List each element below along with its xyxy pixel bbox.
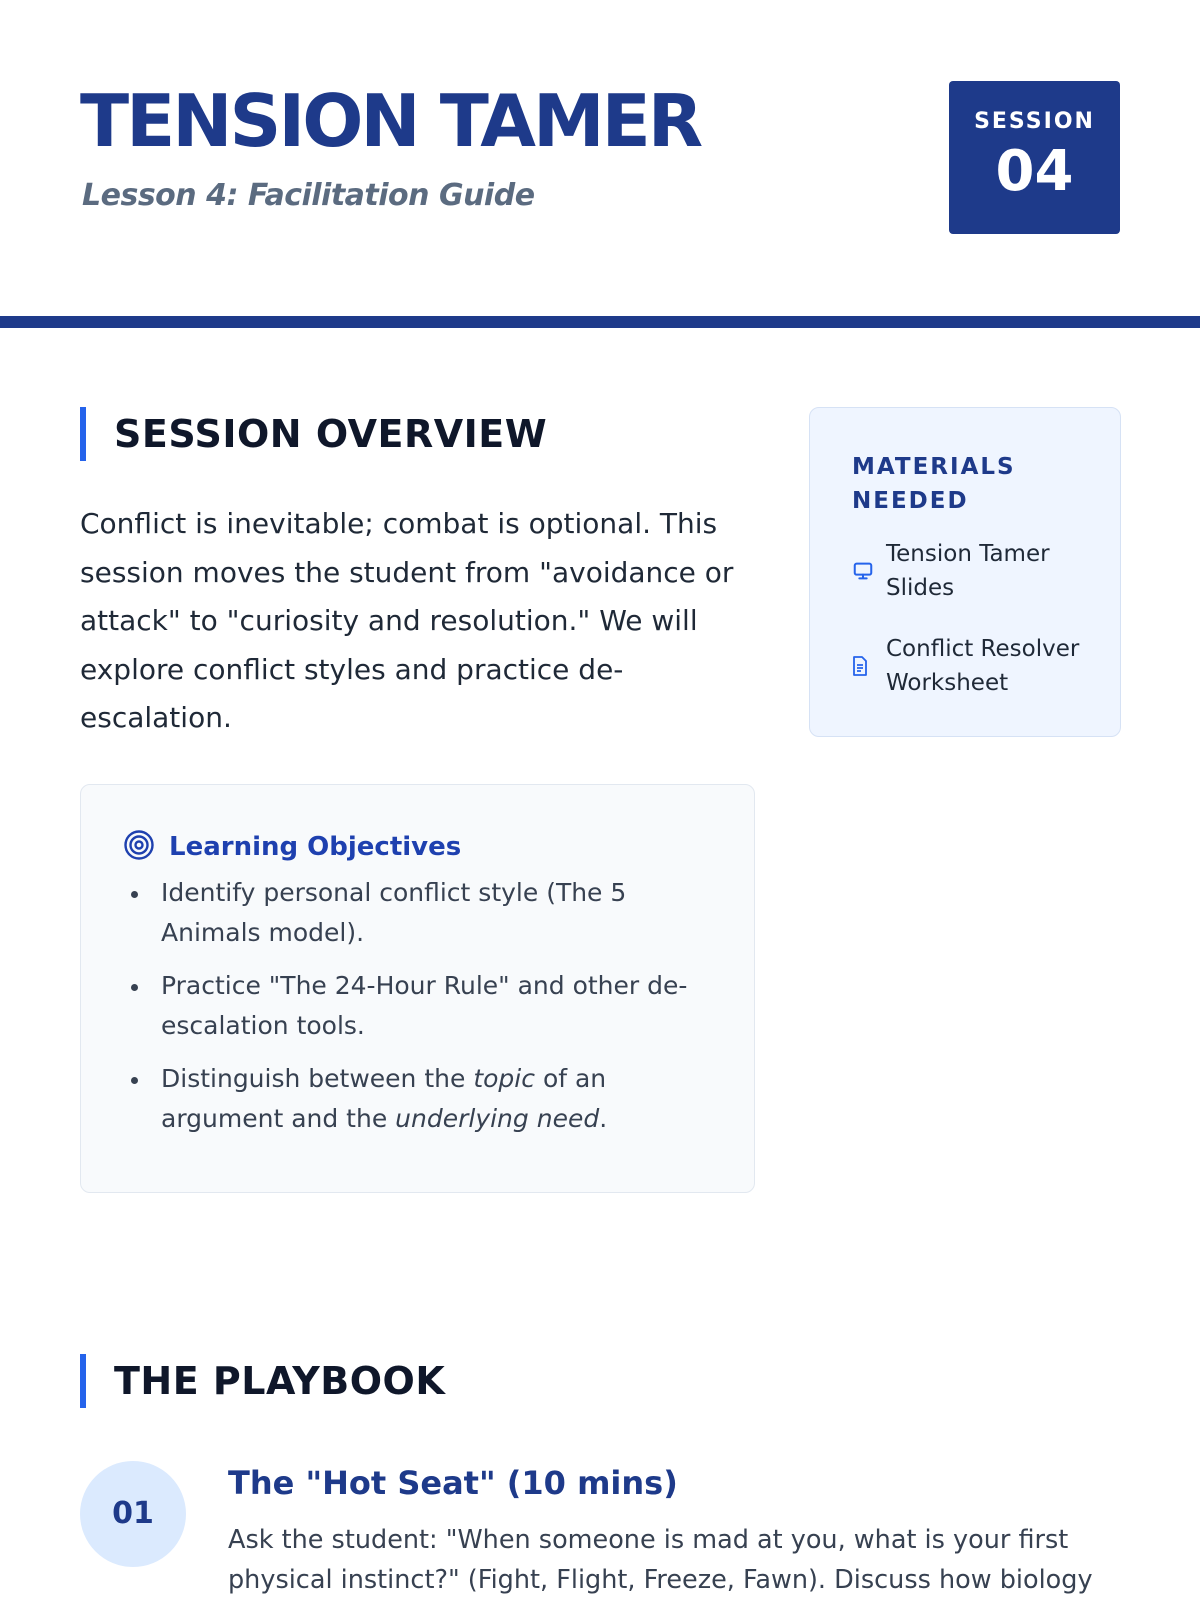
objective-item — [161, 873, 731, 953]
objectives-title: Learning Objectives — [169, 832, 462, 862]
objective-emphasis-topic: topic — [473, 1064, 535, 1093]
objective-text: Identify personal conflict style (The 5 Animals model). — [161, 878, 627, 947]
objectives-list — [161, 873, 731, 1152]
objective-item — [161, 966, 731, 1046]
objectives-header — [123, 829, 461, 865]
objective-text-end: . — [599, 1104, 608, 1133]
learning-objectives-card — [80, 784, 755, 1193]
materials-title: MATERIALS NEEDED — [852, 454, 1016, 514]
objective-text-middle: of an argument and the — [161, 1064, 607, 1133]
material-item — [852, 536, 1092, 606]
objective-text-start: Distinguish between the — [161, 1064, 474, 1093]
step-number: 01 — [80, 1461, 186, 1567]
materials-card — [809, 407, 1121, 737]
objective-text: Practice "The 24-Hour Rule" and other de-escalation tools. — [161, 971, 688, 1040]
session-badge — [949, 81, 1120, 234]
page-subtitle: Lesson 4: Facilitation Guide — [82, 178, 535, 213]
material-item — [852, 631, 1092, 701]
session-label: SESSION — [974, 109, 1095, 134]
playbook-heading: THE PLAYBOOK — [80, 1354, 445, 1408]
material-label: Conflict Resolver Worksheet — [886, 636, 1080, 696]
objective-item — [161, 1059, 731, 1139]
monitor-icon — [852, 560, 876, 582]
page-header — [0, 0, 1200, 328]
bullet — [131, 1077, 138, 1084]
step-title: The "Hot Seat" (10 mins) — [228, 1464, 678, 1502]
page-title: TENSION TAMER — [80, 79, 701, 163]
overview-text: Conflict is inevitable; combat is optional. This session moves the student from "avoidance or attack" to "curiosity and resolution." We will explore conflict styles and practice de-escalation. — [80, 507, 734, 734]
bullet — [131, 984, 138, 991]
objective-emphasis-need: underlying need — [395, 1104, 600, 1133]
material-label: Tension Tamer Slides — [886, 541, 1050, 601]
target-icon — [123, 829, 155, 866]
session-number: 04 — [995, 139, 1074, 204]
bullet — [131, 891, 138, 898]
step-text: Ask the student: "When someone is mad at you, what is your first physical instinct?" (Fight, Flight, Freeze, Fawn). Discuss how biology — [228, 1525, 1093, 1595]
document-icon — [852, 656, 876, 676]
overview-heading: SESSION OVERVIEW — [80, 407, 547, 461]
